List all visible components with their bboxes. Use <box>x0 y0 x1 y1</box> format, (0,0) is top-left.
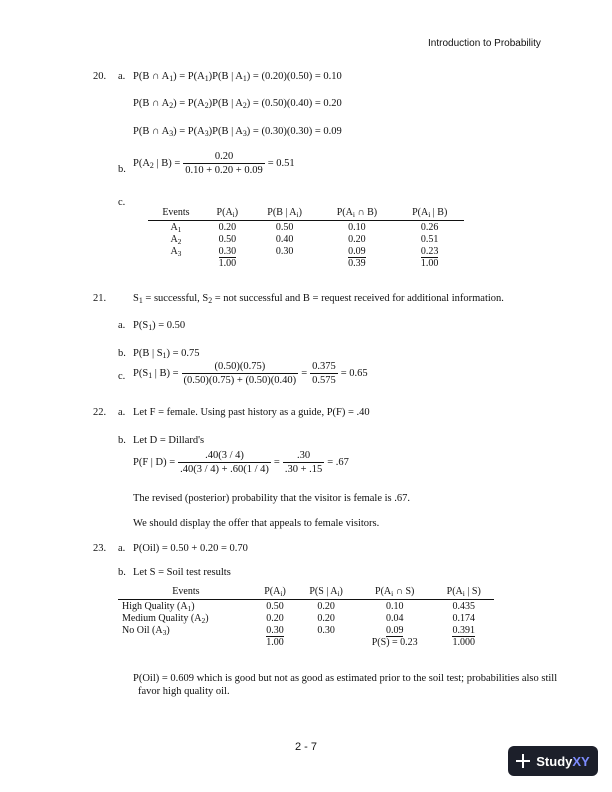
table-row <box>148 221 464 234</box>
table-cell: 0.51 <box>420 233 439 245</box>
problem-20-a-label: a. <box>118 71 126 82</box>
table-cell: 0.39 <box>348 257 366 269</box>
t23-header-0: Events <box>118 585 254 600</box>
problem-22-a-label: a. <box>118 407 126 418</box>
table-cell <box>296 636 356 648</box>
table-row <box>118 600 494 613</box>
t20-header-2: P(B | $A_i$) <box>251 206 319 221</box>
table-cell: $A_2$ <box>170 233 182 246</box>
fraction <box>183 151 264 176</box>
table-cell: 0.20 <box>266 612 284 624</box>
t20-header-4: $P(A_i$ | B) <box>395 206 464 221</box>
t23-header-2: P(S | $A_i$) <box>296 585 356 600</box>
table-cell: 0.435 <box>452 600 475 612</box>
problem-23-number: 23. <box>93 543 107 554</box>
table-cell: 0.174 <box>452 612 475 624</box>
t23-header-1: $P(A_i)$ <box>254 585 296 600</box>
equation-lhs: P(F | D) = <box>133 457 176 468</box>
fraction <box>178 450 271 475</box>
table-cell: 0.10 <box>385 600 404 612</box>
page-header-title: Introduction to Probability <box>428 38 541 49</box>
fraction-denominator: .30 + .15 <box>284 464 323 475</box>
problem-21-a-label: a. <box>118 320 126 331</box>
table-cell: 0.20 <box>348 233 366 245</box>
table-cell: 0.30 <box>317 624 335 636</box>
problem-23-conclusion-1: P(Oil) = 0.609 which is good but not as good as estimated prior to the soil test; probabilities also still <box>133 673 558 684</box>
fraction-numerator: (0.50)(0.75) <box>182 361 299 374</box>
table-cell: 1.000 <box>452 636 475 648</box>
table-cell: 0.50 <box>266 600 284 612</box>
fraction <box>283 450 324 475</box>
problem-21-c-equation <box>133 361 368 386</box>
problem-22-a-text: Let F = female. Using past history as a guide, P(F) = .40 <box>133 407 370 418</box>
table-row <box>148 257 464 269</box>
table-cell: 0.391 <box>452 624 475 636</box>
table-cell: 0.20 <box>218 221 237 233</box>
problem-21-intro: $S_1$ = successful, $S_2$ = not successful and B = request received for additional information. <box>133 293 504 305</box>
table-cell: High Quality $(A_1)$ <box>122 600 195 613</box>
problem-22-conclusion-1: The revised (posterior) probability that the visitor is female is .67. <box>133 493 411 504</box>
fraction-numerator: 0.20 <box>183 151 264 164</box>
problem-22-conclusion-2: We should display the offer that appeals to female visitors. <box>133 518 380 529</box>
table-cell: 0.10 <box>348 221 366 233</box>
t20-header-3: $P(A_i$ ∩ B) <box>318 206 395 221</box>
problem-22-equation <box>133 450 349 475</box>
t20-header-0: Events <box>148 206 204 221</box>
problem-23-b-label: b. <box>118 567 126 578</box>
problem-22-b-label: b. <box>118 435 126 446</box>
problem-21-b-label: b. <box>118 348 126 359</box>
table-cell: $A_3$ <box>170 245 182 258</box>
table-cell: 0.30 <box>266 624 284 636</box>
equation-lhs: $P(S_1$ | B) = <box>133 368 179 380</box>
table-row <box>148 245 464 257</box>
table-cell: 0.20 <box>317 612 335 624</box>
brand-name: StudyXY <box>536 753 590 769</box>
t20-header-1: $P(A_i)$ <box>204 206 251 221</box>
table-cell: 1.00 <box>420 257 439 269</box>
problem-20-a-line-2: P(B ∩ $A_2) = P(A_2)P(B$ | $A_2) = (0.50)(0.40) = 0.20$ <box>133 98 342 110</box>
table-cell: 0.30 <box>275 245 294 257</box>
table-cell: 0.30 <box>218 245 237 257</box>
equation-rhs: = .67 <box>327 457 349 468</box>
equation-rhs: = 0.51 <box>267 158 295 169</box>
problem-22-b-text: Let D = Dillard's <box>133 435 205 446</box>
table-cell: P(S) = 0.23 <box>371 636 418 648</box>
equals-sign: = <box>301 368 308 379</box>
problem-21-b-text: P(B | $S_1) = 0.75$ <box>133 348 200 360</box>
equation-rhs: = 0.65 <box>340 368 368 379</box>
equals-sign: = <box>273 457 280 468</box>
problem-20-table <box>148 206 464 269</box>
fraction-numerator: .40(3 / 4) <box>178 450 271 463</box>
problem-23-conclusion-2: favor high quality oil. <box>138 686 230 697</box>
fraction-denominator: .40(3 / 4) + .60(1 / 4) <box>180 464 269 475</box>
problem-23-b-text: Let S = Soil test results <box>133 567 231 578</box>
problem-21-a-text: $P(S_1) = 0.50$ <box>133 320 186 332</box>
page-number: 2 - 7 <box>295 741 318 753</box>
table-cell: 0.40 <box>275 233 294 245</box>
problem-21-number: 21. <box>93 293 107 304</box>
problem-20-a-line-1: P(B ∩ $A_1) = P(A_1)P(B$ | $A_1) = (0.20)(0.50) = 0.10$ <box>133 71 342 83</box>
table-row <box>118 612 494 624</box>
table-cell: 0.20 <box>317 600 335 612</box>
plus-icon <box>516 754 530 768</box>
table-cell <box>148 257 204 269</box>
table-cell: 0.26 <box>420 221 439 233</box>
problem-22-number: 22. <box>93 407 107 418</box>
problem-20-a-line-3: P(B ∩ $A_3) = P(A_3)P(B$ | $A_3) = (0.30)(0.30) = 0.09$ <box>133 126 342 138</box>
table-cell: 0.04 <box>385 612 404 624</box>
table-cell: 0.09 <box>385 624 404 636</box>
problem-23-table <box>118 585 494 648</box>
table-cell <box>251 257 319 269</box>
table-cell: 0.09 <box>348 245 366 257</box>
fraction-denominator: (0.50)(0.75) + (0.50)(0.40) <box>183 375 297 386</box>
equation-lhs: $P(A_2$ | B) = <box>133 158 181 170</box>
table-cell: 0.50 <box>218 233 237 245</box>
fraction-numerator: .30 <box>283 450 324 463</box>
table-cell <box>118 636 254 648</box>
table-cell: Medium Quality $(A_2)$ <box>122 612 209 625</box>
fraction-denominator: 0.10 + 0.20 + 0.09 <box>185 165 263 176</box>
table-row <box>118 624 494 636</box>
t23-header-4: $P(A_i$ | S) <box>433 585 494 600</box>
table-row <box>148 233 464 245</box>
fraction-numerator: 0.375 <box>312 361 336 372</box>
table-cell: 0.23 <box>420 245 439 257</box>
table-cell: No Oil $(A_3)$ <box>122 624 170 637</box>
table-row <box>118 636 494 648</box>
table-cell: 1.00 <box>266 636 284 648</box>
table-cell: 1.00 <box>218 257 237 269</box>
fraction-denominator: 0.575 <box>312 375 336 386</box>
problem-20-number: 20. <box>93 71 107 82</box>
t23-header-3: $P(A_i$ ∩ S) <box>356 585 433 600</box>
studyxy-badge[interactable] <box>508 746 598 776</box>
problem-20-c-label: c. <box>118 197 126 208</box>
problem-23-a-text: P(Oil) = 0.50 + 0.20 = 0.70 <box>133 543 248 554</box>
problem-20-b-equation <box>133 151 295 176</box>
table-cell: 0.50 <box>275 221 294 233</box>
problem-20-b-label: b. <box>118 164 126 175</box>
problem-21-c-label: c. <box>118 371 126 382</box>
problem-23-a-label: a. <box>118 543 126 554</box>
fraction <box>182 361 299 386</box>
fraction <box>310 361 338 386</box>
table-cell: $A_1$ <box>170 221 182 234</box>
